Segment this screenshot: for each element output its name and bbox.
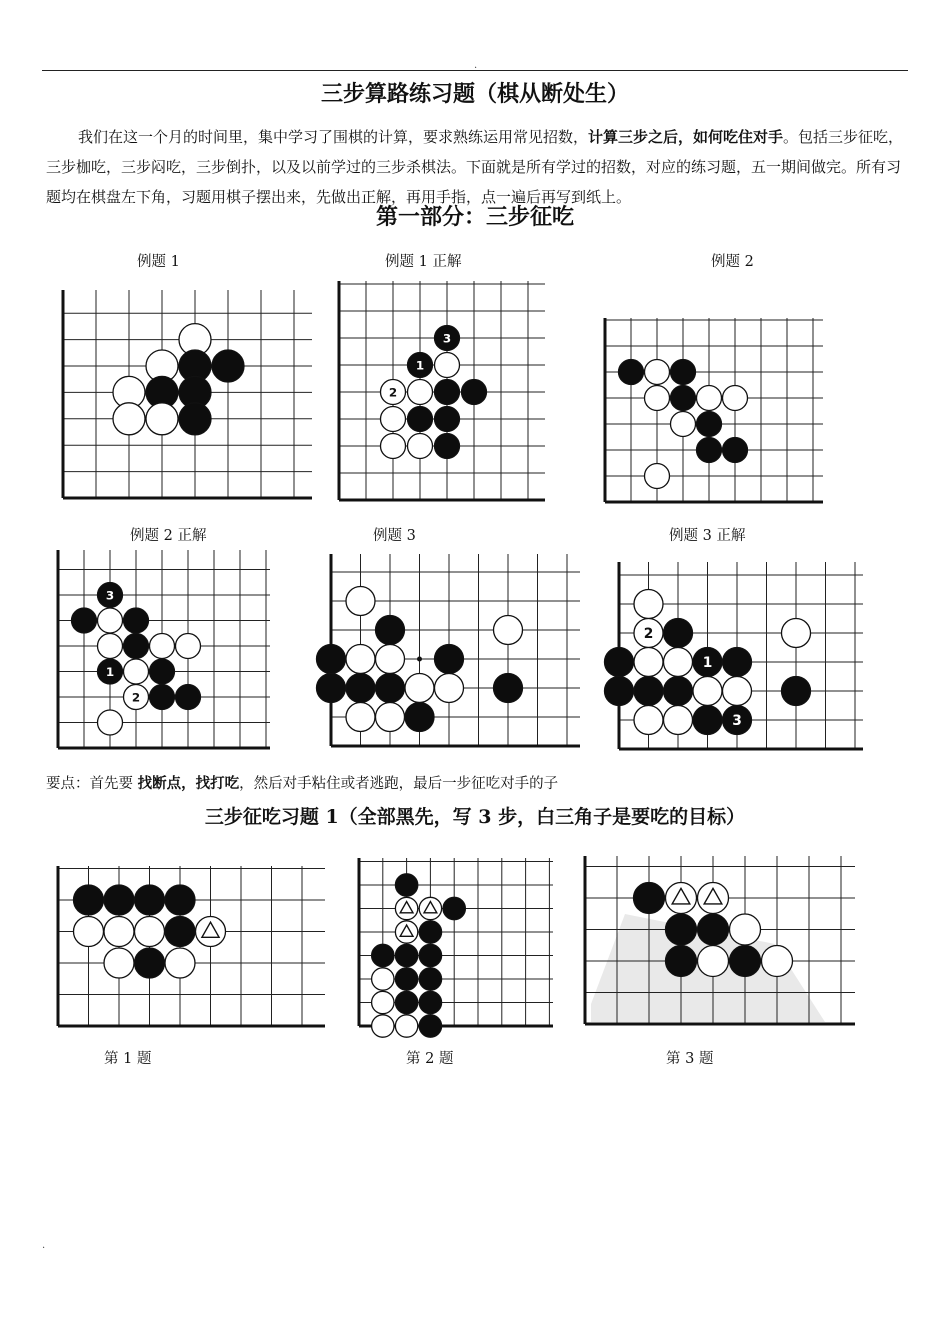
intro-text-part1: 我们在这一个月的时间里，集中学习了围棋的计算，要求熟练运用常见招数， [78, 128, 589, 146]
caption-example-2-solution: 例题 2 正解 [130, 528, 207, 544]
white-stone [698, 946, 729, 977]
black-stone [666, 946, 697, 977]
black-stone [730, 946, 761, 977]
black-stone [666, 914, 697, 945]
page-title: 三步算路练习题（棋从断处生） [320, 81, 629, 107]
move-number-label: 3 [442, 331, 452, 346]
white-stone [762, 946, 793, 977]
black-stone [634, 883, 665, 914]
caption-problem-3: 第 3 题 [666, 1051, 714, 1067]
exercise-1-title: 三步征吃习题 1（全部黑先，写 3 步，白三角子是要吃的目标） [204, 806, 746, 828]
page-top-dot: . [474, 60, 478, 71]
caption-example-3: 例题 3 [373, 528, 416, 544]
key-points-highlight: 找断点，找打吃 [137, 776, 240, 792]
black-stone [698, 914, 729, 945]
caption-example-1: 例题 1 [137, 254, 180, 270]
move-number-label: 1 [702, 655, 713, 672]
section1-title: 第一部分：三步征吃 [375, 204, 574, 230]
caption-example-3-solution: 例题 3 正解 [669, 528, 746, 544]
white-stone [730, 914, 761, 945]
move-number-label: 1 [415, 358, 425, 373]
move-number-label: 2 [388, 385, 398, 400]
caption-problem-2: 第 2 题 [406, 1051, 454, 1067]
intro-text-part2: 。包括三步征吃，三步枷吃，三步闷吃，三步倒扑，以及以前学过的三步杀棋法。下面就是所有学过的招数，对应的练习题，五一期间做完。所有习题均在棋盘左下角，习题用棋子摆出来，先做出正解，再用手指，点一遍后再写到纸上。 [46, 128, 904, 206]
move-number-label: 3 [105, 588, 115, 603]
key-points-suffix: ，然后对手粘住或者逃跑，最后一步征吃对手的子 [239, 776, 559, 792]
intro-highlight: 计算三步之后，如何吃住对手 [588, 128, 784, 146]
move-number-label: 2 [131, 690, 141, 705]
move-number-label: 1 [105, 665, 115, 679]
caption-problem-1: 第 1 题 [104, 1051, 152, 1067]
key-points-prefix: 要点：首先要 [46, 776, 138, 792]
caption-example-2: 例题 2 [711, 254, 754, 270]
move-number-label: 3 [732, 713, 742, 730]
caption-example-1-solution: 例题 1 正解 [385, 254, 462, 270]
page-bottom-dot: . [42, 1240, 46, 1251]
move-number-label: 2 [643, 626, 654, 643]
